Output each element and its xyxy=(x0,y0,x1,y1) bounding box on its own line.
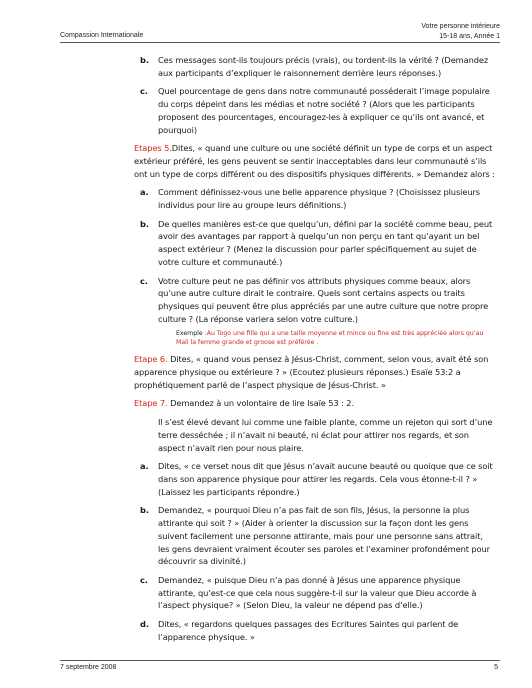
list-item-text: Demandez, « puisque Dieu n’a pas donné à Jésus une apparence physique attirante, qu’est-ce que cela nous suggère-t-il sur la valeur que Dieu accorde à l’aspect physique? » (Selon Dieu, la valeur ne dépend pas d’elle.) xyxy=(158,574,477,611)
footer-date: 7 septembre 2008 xyxy=(60,664,117,671)
list-item xyxy=(137,574,495,612)
example-label: Exemple xyxy=(176,330,203,338)
list-item xyxy=(137,275,495,326)
list-item xyxy=(137,218,495,269)
list-item-text: Ces messages sont-ils toujours précis (vrais), ou tordent-ils la vérité ? (Demandez aux participants d’expliquer le raisonnement derrière leurs réponses.) xyxy=(158,55,489,78)
list-item xyxy=(137,618,495,643)
list-item-text: De quelles manières est-ce que quelqu’un, défini par la société comme beau, peut avoir des avantages par rapport à quelqu’un non perçu en tant qu’ayant un bel aspect extérieur ? (Menez la discussion pour parler spécifiquement au sujet de votre culture et communauté.) xyxy=(158,218,493,267)
scripture-quote: Il s’est élevé devant lui comme une faible plante, comme un rejeton qui sort d’une terre desséchée ; il n’avait ni beauté, ni éclat pour attirer nos regards, et son aspect n’avait rien pour nous plaire. xyxy=(158,417,493,453)
list-item xyxy=(137,186,495,211)
list-item-text: Dites, « ce verset nous dit que Jésus n’avait aucune beauté ou quoique que ce soit dans son apparence physique pour attirer les regards. Cela vous étonne-t-il ? » (Laissez les participants répondre.) xyxy=(158,461,493,497)
list-item-label: c. xyxy=(140,86,148,97)
step-5-label: Etapes 5. xyxy=(134,143,172,154)
list-item-label: b. xyxy=(140,218,149,229)
step-6-paragraph xyxy=(134,353,495,391)
example-text: :Au Togo une fille qui a une taille moyenne et mince ou fine est très appréciée alors qu’au Mali la femme grande et groose est préférée . xyxy=(176,330,484,347)
list-item xyxy=(137,504,495,568)
step-6-text: Dites, « quand vous pensez à Jésus-Christ, comment, selon vous, avait été son apparence physique ou extérieure ? » (Ecoutez plusieurs réponses.) Esaïe 53:2 a prophétiquement parlé de l’aspect physique de Jésus-Christ. » xyxy=(134,354,489,390)
page-content xyxy=(134,54,495,649)
list-item xyxy=(137,54,495,79)
list-item xyxy=(137,460,495,498)
list-item-label: d. xyxy=(140,619,149,630)
header-title-line1: Votre personne intérieure xyxy=(421,23,500,30)
list-item-label: a. xyxy=(140,461,149,472)
step-7-label: Etape 7. xyxy=(134,398,168,409)
list-item xyxy=(137,85,495,136)
list-item-text: Demandez, « pourquoi Dieu n’a pas fait de son fils, Jésus, la personne la plus attirante qui soit ? » (Aider à orienter la discussion sur la façon dont les gens suivent facilement une personne attirante, mais pour une personne sans attrait, les gens devraient vraiment écouter ses paroles et l’examiner profondément pour découvrir sa divinité.) xyxy=(158,505,490,567)
header-document-title xyxy=(421,22,500,41)
list-item-label: b. xyxy=(140,55,149,65)
step-5-text: Dites, « quand une culture ou une société définit un type de corps et un aspect extérieur préféré, les gens peuvent se sentir inacceptables dans leur communauté s’ils ont un type de corps différent ou des dispositifs physiques différents. » Demandez alors : xyxy=(134,143,495,179)
list-item-text: Quel pourcentage de gens dans notre communauté posséderait l’image populaire du corps dépeint dans les médias et notre société ? (Alors que les participants proposent des pourcentages, encouragez-les à expliquer ce qu’ils ont avancé, et pourquoi) xyxy=(158,86,490,135)
list-item-label: c. xyxy=(140,574,148,585)
step-7-paragraph xyxy=(134,397,495,410)
step-7-text: Demandez à un volontaire de lire Isaïe 53 : 2. xyxy=(167,398,354,409)
list-item-text: Votre culture peut ne pas définir vos attributs physiques comme beaux, alors qu’une autre culture dirait le contraire. Quels sont certains aspects ou traits physiques qui peuvent être plus appréciés par une autre culture que notre propre culture ? (La réponse variera selon votre culture.) xyxy=(158,275,489,324)
footer-divider xyxy=(60,660,500,661)
page-number: 5 xyxy=(494,664,498,671)
list-item-text: Dites, « regardons quelques passages des Ecritures Saintes qui parlent de l’apparence physique. » xyxy=(158,619,459,642)
list-item-label: a. xyxy=(140,187,149,198)
list-item-label: b. xyxy=(140,505,149,516)
example-note xyxy=(158,329,495,347)
step-5-paragraph xyxy=(134,142,495,180)
list-item-text: Comment définissez-vous une belle apparence physique ? (Choisissez plusieurs individus pour lire au groupe leurs définitions.) xyxy=(158,187,480,211)
list-item-label: c. xyxy=(140,275,148,286)
step-6-label: Etape 6. xyxy=(134,354,168,365)
header-divider xyxy=(60,42,500,43)
header-organization: Compassion Internationale xyxy=(60,32,144,39)
header-title-line2: 15-18 ans, Année 1 xyxy=(439,32,500,40)
